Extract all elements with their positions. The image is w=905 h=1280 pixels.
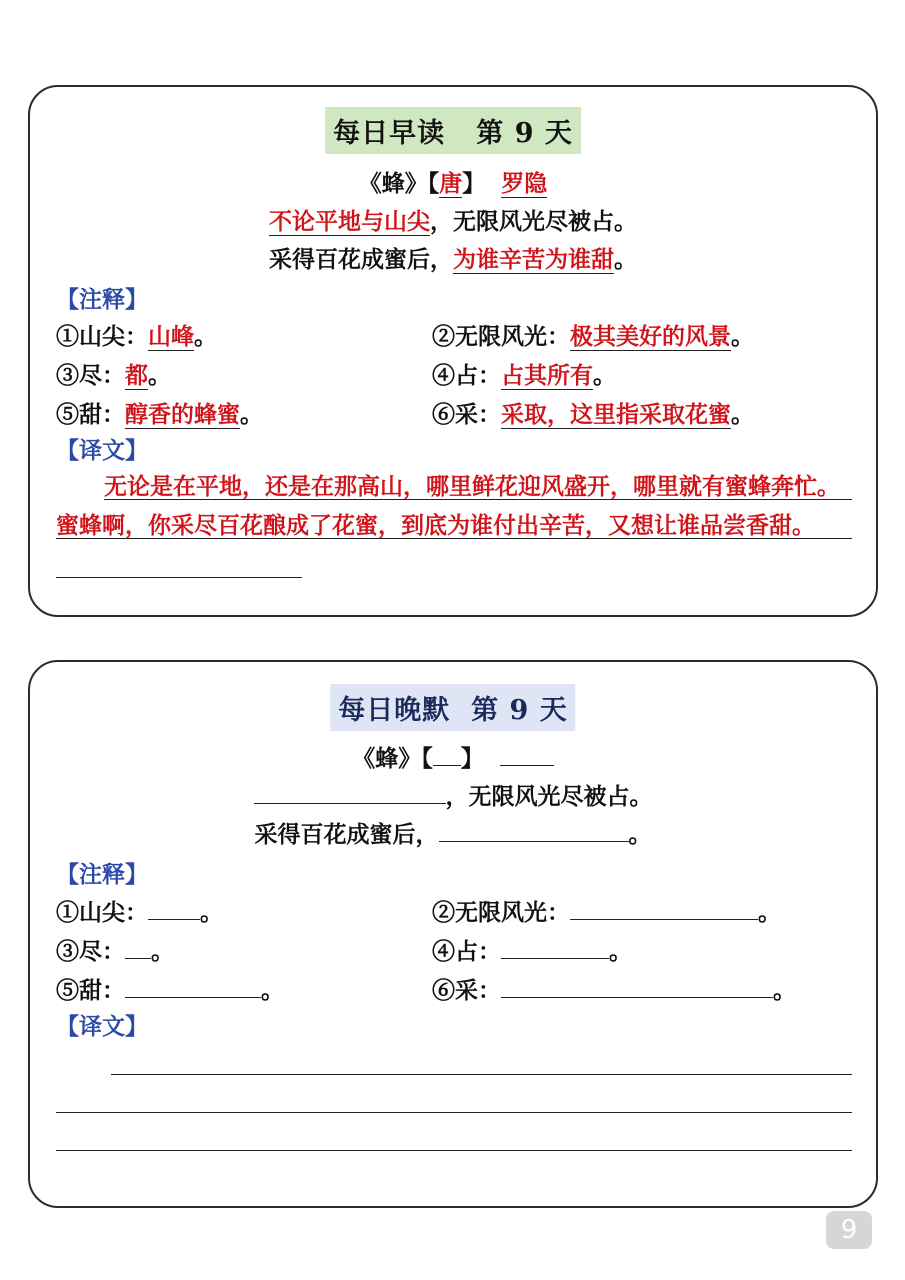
poem-line-1-text: ，无限风光尽被占。 — [430, 208, 637, 235]
note-5 — [56, 396, 263, 429]
poem-line-1 — [30, 203, 876, 236]
note-label: ②无限风光： — [432, 899, 570, 926]
note-end: 。 — [151, 938, 174, 965]
note-label: ①山尖： — [56, 899, 148, 926]
notes-heading: 【注释】 — [56, 861, 148, 888]
note-label: ⑤甜： — [56, 401, 125, 428]
note-answer: 极其美好的风景 — [570, 323, 731, 350]
note-label: ④占： — [432, 362, 501, 389]
note-label: ③尽： — [56, 938, 125, 965]
note-label: ⑥采： — [432, 401, 501, 428]
translation-heading: 【译文】 — [56, 437, 148, 464]
bracket-close: 】 — [462, 170, 486, 197]
author-blank[interactable] — [500, 743, 554, 766]
note-6 — [432, 396, 754, 429]
poem-line-2 — [30, 816, 876, 849]
poem-line-2-end: 。 — [628, 821, 652, 848]
translation-heading: 【译文】 — [56, 1013, 148, 1040]
note-end: 。 — [731, 401, 754, 428]
note-label: ②无限风光： — [432, 323, 570, 350]
poem-line-2-answer: 为谁辛苦为谁甜 — [453, 246, 614, 273]
note-blank[interactable] — [501, 975, 773, 998]
evening-dictation-card — [28, 660, 878, 1208]
note-answer: 山峰 — [148, 323, 194, 350]
note-label: ③尽： — [56, 362, 125, 389]
note-end: 。 — [200, 899, 223, 926]
note-6 — [432, 972, 796, 1005]
bracket-close: 】 — [460, 745, 484, 772]
poem-line-2 — [30, 241, 876, 274]
evening-title: 每日晚默 第 9 天 — [330, 684, 575, 731]
translation-blank-line[interactable] — [56, 1150, 852, 1151]
poem-header — [30, 740, 876, 773]
note-label: ⑥采： — [432, 977, 501, 1004]
poem-line-1-blank[interactable] — [254, 781, 446, 804]
morning-title: 每日早读 第 9 天 — [325, 107, 581, 154]
note-blank[interactable] — [125, 936, 151, 959]
rule-line — [56, 547, 302, 578]
poem-title: 《蜂》【 — [352, 745, 433, 772]
poem-line-2-end: 。 — [614, 246, 637, 273]
poem-line-1 — [30, 778, 876, 811]
note-label: ⑤甜： — [56, 977, 125, 1004]
note-1 — [56, 894, 223, 927]
note-answer: 占其所有 — [501, 362, 593, 389]
note-blank[interactable] — [570, 897, 758, 920]
note-5 — [56, 972, 284, 1005]
translation-blank-line[interactable] — [56, 1112, 852, 1113]
note-3 — [56, 357, 171, 390]
note-answer: 都 — [125, 362, 148, 389]
note-2 — [432, 318, 754, 351]
translation-blank-line[interactable] — [111, 1074, 852, 1075]
poem-line-2-text: 采得百花成蜜后， — [269, 246, 453, 273]
note-blank[interactable] — [148, 897, 200, 920]
page-number-badge: 9 — [826, 1211, 872, 1249]
note-4 — [432, 357, 616, 390]
note-1 — [56, 318, 217, 351]
note-label: ①山尖： — [56, 323, 148, 350]
note-answer: 醇香的蜂蜜 — [125, 401, 240, 428]
note-end: 。 — [240, 401, 263, 428]
note-3 — [56, 933, 174, 966]
poem-author: 罗隐 — [501, 170, 548, 197]
poem-title: 《蜂》【 — [358, 170, 440, 197]
note-end: 。 — [758, 899, 781, 926]
notes-heading: 【注释】 — [56, 286, 148, 313]
note-end: 。 — [593, 362, 616, 389]
note-blank[interactable] — [501, 936, 609, 959]
poem-line-1-text: ，无限风光尽被占。 — [445, 783, 653, 810]
note-end: 。 — [609, 938, 632, 965]
poem-line-2-text: 采得百花成蜜后， — [254, 821, 439, 848]
note-end: 。 — [731, 323, 754, 350]
poem-dynasty: 唐 — [439, 170, 463, 197]
morning-reading-card — [28, 85, 878, 617]
note-end: 。 — [194, 323, 217, 350]
poem-header — [30, 165, 876, 198]
note-end: 。 — [148, 362, 171, 389]
note-end: 。 — [773, 977, 796, 1004]
note-blank[interactable] — [125, 975, 261, 998]
note-4 — [432, 933, 632, 966]
dynasty-blank[interactable] — [433, 743, 461, 766]
note-answer: 采取，这里指采取花蜜 — [501, 401, 731, 428]
translation-text: 无论是在平地，还是在那高山，哪里鲜花迎风盛开，哪里就有蜜蜂奔忙。蜜蜂啊，你采尽百花酿成了花蜜，到底为谁付出辛苦，又想让谁品尝香甜。 — [56, 473, 840, 539]
note-end: 。 — [261, 977, 284, 1004]
note-2 — [432, 894, 781, 927]
poem-line-2-blank[interactable] — [439, 819, 629, 842]
note-label: ④占： — [432, 938, 501, 965]
poem-line-1-answer: 不论平地与山尖 — [269, 208, 430, 235]
